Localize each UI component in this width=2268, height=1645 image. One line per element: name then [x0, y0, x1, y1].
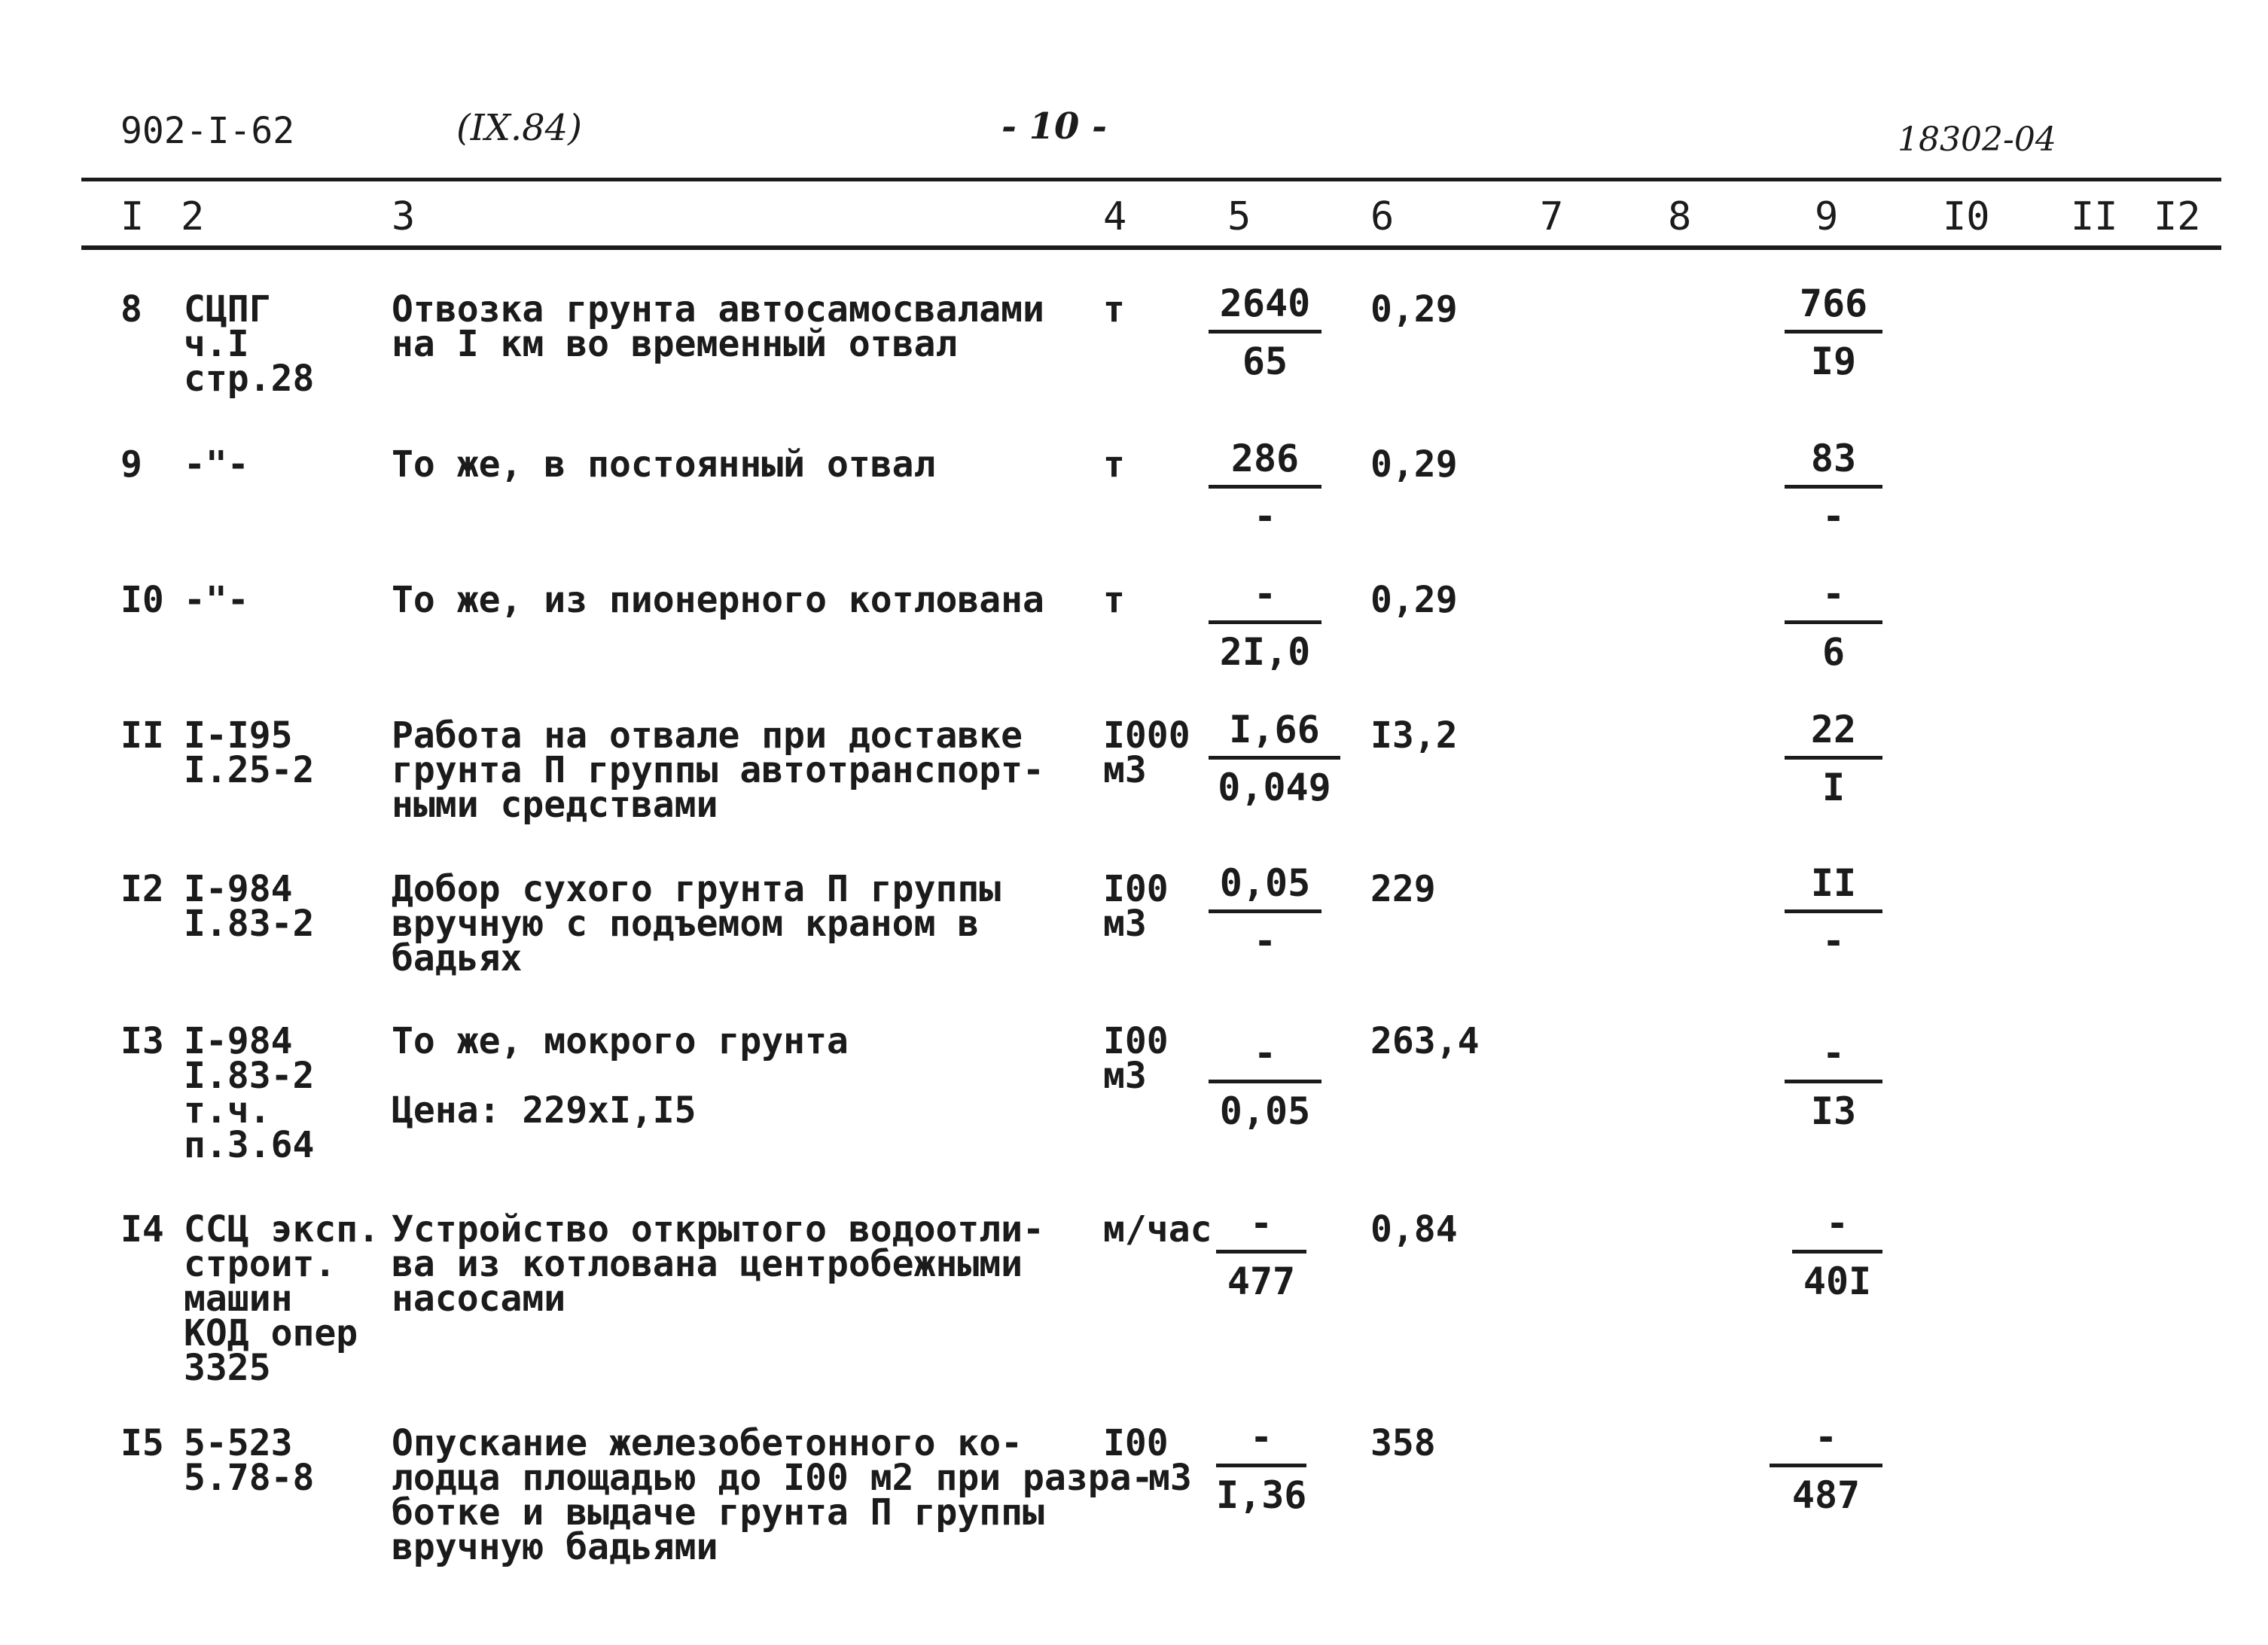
row-price: 263,4 [1370, 1020, 1480, 1062]
row-price-formula: Цена: 229хI,I5 [392, 1089, 697, 1132]
row-cost: 766 I9 [1785, 280, 1882, 385]
row-quantity: 2640 65 [1209, 280, 1321, 385]
row-quantity: I,66 0,049 [1209, 706, 1340, 811]
row-reference: -"- [184, 579, 249, 621]
document-date: (IX.84) [456, 107, 582, 149]
row-number: 8 [120, 288, 142, 331]
row-quantity: 0,05 - [1209, 860, 1321, 964]
col-header-3: 3 [392, 194, 416, 239]
col-header-7: 7 [1540, 194, 1564, 239]
row-quantity: - 0,05 [1209, 1030, 1321, 1135]
col-header-5: 5 [1227, 194, 1251, 239]
row-reference: -"- [184, 443, 249, 486]
row-cost: 22 I [1785, 706, 1882, 811]
row-price: 0,84 [1370, 1208, 1458, 1251]
page-number: - 10 - [1001, 105, 1108, 148]
row-reference: ССЦ эксп. строит. машин КОД опер 3325 [184, 1208, 380, 1389]
row-unit: м/час [1103, 1208, 1212, 1251]
row-unit: I00 м3 [1103, 1020, 1169, 1097]
col-header-8: 8 [1668, 194, 1692, 239]
row-quantity: 286 - [1209, 435, 1321, 540]
row-unit: т [1103, 443, 1125, 486]
row-cost: - 6 [1785, 571, 1882, 675]
header-bottom-rule [81, 245, 2221, 250]
row-description: Работа на отвале при доставке грунта П группы автотранспорт- ными средствами [392, 714, 1044, 826]
col-header-2: 2 [181, 194, 205, 239]
row-unit: I00 м3 [1103, 1422, 1192, 1499]
row-unit: т [1103, 579, 1125, 621]
col-header-10: I0 [1943, 194, 1990, 239]
row-number: I0 [120, 579, 164, 621]
col-header-9: 9 [1815, 194, 1839, 239]
row-price: 358 [1370, 1422, 1436, 1464]
row-reference: I-984 I.83-2 [184, 868, 315, 945]
row-unit: I000 м3 [1103, 714, 1190, 791]
row-unit: т [1103, 288, 1125, 331]
document-code: 902-I-62 [120, 110, 295, 152]
row-cost: II - [1785, 860, 1882, 964]
col-header-4: 4 [1103, 194, 1127, 239]
row-cost: 83 - [1785, 435, 1882, 540]
row-description: То же, из пионерного котлована [392, 579, 1044, 621]
row-number: I5 [120, 1422, 164, 1464]
col-header-11: II [2071, 194, 2118, 239]
header-top-rule [81, 178, 2221, 181]
inventory-number: 18302-04 [1898, 120, 2056, 159]
col-header-6: 6 [1370, 194, 1395, 239]
row-number: I3 [120, 1020, 164, 1062]
row-description: Добор сухого грунта П группы вручную с подъемом краном в бадьях [392, 868, 1001, 979]
row-number: I4 [120, 1208, 164, 1251]
row-price: 229 [1370, 868, 1436, 910]
row-price: 0,29 [1370, 288, 1458, 331]
row-description: Отвозка грунта автосамосвалами на I км во временный отвал [392, 288, 1044, 365]
row-unit: I00 м3 [1103, 868, 1169, 945]
row-cost: - 487 [1770, 1414, 1882, 1519]
row-price: 0,29 [1370, 443, 1458, 486]
row-price: 0,29 [1370, 579, 1458, 621]
row-number: 9 [120, 443, 142, 486]
row-description: То же, в постоянный отвал [392, 443, 936, 486]
col-header-1: I [120, 194, 145, 239]
row-description: Опускание железобетонного ко- лодца площадью до I00 м2 при разра- ботке и выдаче грунта П группы вручную бадьями [392, 1422, 1154, 1568]
row-cost: - I3 [1785, 1030, 1882, 1135]
row-description: То же, мокрого грунта [392, 1020, 849, 1062]
row-number: I2 [120, 868, 164, 910]
row-reference: I-I95 I.25-2 [184, 714, 315, 791]
row-cost: - 40I [1792, 1200, 1882, 1305]
row-quantity: - 477 [1216, 1200, 1306, 1305]
row-description: Устройство открытого водоотли- ва из котлована центробежными насосами [392, 1208, 1044, 1320]
row-quantity: - I,36 [1216, 1415, 1307, 1517]
row-number: II [120, 714, 164, 757]
row-reference: СЦПГ ч.I стр.28 [184, 288, 315, 400]
row-price: I3,2 [1370, 714, 1458, 757]
row-quantity: - 2I,0 [1209, 571, 1321, 675]
row-reference: 5-523 5.78-8 [184, 1422, 315, 1499]
row-reference: I-984 I.83-2 т.ч. п.3.64 [184, 1020, 315, 1166]
col-header-12: I2 [2154, 194, 2201, 239]
